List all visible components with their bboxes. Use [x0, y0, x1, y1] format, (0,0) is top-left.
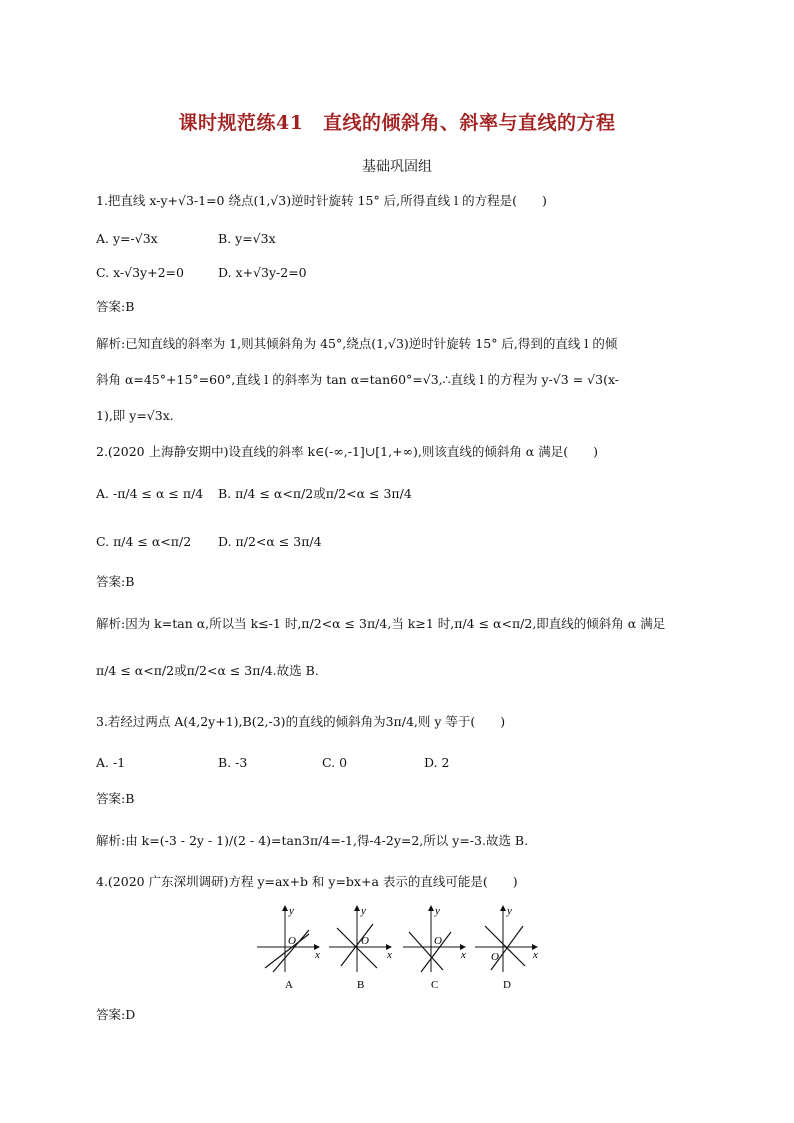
question-2-answer: 答案:B — [96, 574, 135, 589]
question-4-stem: 4.(2020 广东深圳调研)方程 y=ax+b 和 y=bx+a 表示的直线可能是( ) — [96, 874, 518, 889]
figure-c-label: C — [431, 979, 439, 991]
x-axis-label: x — [387, 949, 392, 961]
x-axis-label: x — [315, 949, 320, 961]
question-2-option-b: B. π/4 ≤ α<π/2或π/2<α ≤ 3π/4 — [218, 486, 412, 501]
question-3-analysis: 解析:由 k=(-3 - 2y - 1)/(2 - 4)=tan3π/4=-1,得-4-2y=2,所以 y=-3.故选 B. — [96, 833, 529, 848]
question-1-analysis-line-2: 斜角 α=45°+15°=60°,直线 l 的斜率为 tan α=tan60°=√3,∴直线 l 的方程为 y-√3 = √3(x- — [96, 372, 619, 387]
figure-b-label: B — [357, 979, 365, 991]
y-axis-label: y — [435, 905, 440, 917]
section-subtitle: 基础巩固组 — [362, 159, 432, 175]
question-2-stem: 2.(2020 上海静安期中)设直线的斜率 k∈(-∞,-1]∪[1,+∞),则该直线的倾斜角 α 满足( ) — [96, 444, 598, 459]
question-2-option-c: C. π/4 ≤ α<π/2 — [96, 534, 192, 549]
figure-a — [257, 905, 320, 991]
figure-set — [255, 900, 545, 995]
origin-label: O — [491, 951, 499, 963]
question-1-option-c: C. x-√3y+2=0 — [96, 265, 184, 280]
question-4-figures — [255, 900, 545, 995]
x-axis-label: x — [533, 949, 538, 961]
x-axis-label: x — [461, 949, 466, 961]
question-1-analysis-line-1: 解析:已知直线的斜率为 1,则其倾斜角为 45°,绕点(1,√3)逆时针旋转 15° 后,得到的直线 l 的倾 — [96, 336, 618, 351]
y-axis-label: y — [507, 905, 512, 917]
question-3-stem: 3.若经过两点 A(4,2y+1),B(2,-3)的直线的倾斜角为3π/4,则 y 等于( ) — [96, 714, 506, 729]
origin-label: O — [361, 935, 369, 947]
question-4-answer: 答案:D — [96, 1007, 136, 1022]
y-axis-label: y — [361, 905, 366, 917]
question-1-option-d: D. x+√3y-2=0 — [218, 265, 307, 280]
origin-label: O — [434, 935, 442, 947]
figure-d-label: D — [503, 979, 511, 991]
y-axis-label: y — [289, 905, 294, 917]
figure-b — [329, 905, 392, 991]
question-2-analysis-line-2: π/4 ≤ α<π/2或π/2<α ≤ 3π/4.故选 B. — [96, 663, 319, 678]
origin-label: O — [288, 935, 296, 947]
figure-a-label: A — [285, 979, 293, 991]
question-3-option-c: C. 0 — [322, 755, 348, 770]
question-1-answer: 答案:B — [96, 299, 135, 314]
question-2-option-a: A. -π/4 ≤ α ≤ π/4 — [96, 486, 204, 501]
page-title: 课时规范练41 直线的倾斜角、斜率与直线的方程 — [178, 112, 616, 134]
line-2 — [491, 926, 523, 970]
question-1-analysis-line-3: 1),即 y=√3x. — [96, 408, 174, 423]
question-1-stem: 1.把直线 x-y+√3-1=0 绕点(1,√3)逆时针旋转 15° 后,所得直线 l 的方程是( ) — [96, 193, 547, 208]
question-3-option-b: B. -3 — [218, 755, 248, 770]
question-3-answer: 答案:B — [96, 791, 135, 806]
question-3-option-a: A. -1 — [96, 755, 126, 770]
question-1-option-b: B. y=√3x — [218, 231, 276, 246]
line-1 — [265, 934, 309, 968]
question-2-option-d: D. π/2<α ≤ 3π/4 — [218, 534, 322, 549]
figure-c — [403, 905, 466, 991]
question-3-option-d: D. 2 — [424, 755, 450, 770]
question-1-option-a: A. y=-√3x — [96, 231, 158, 246]
question-2-analysis-line-1: 解析:因为 k=tan α,所以当 k≤-1 时,π/2<α ≤ 3π/4,当 k≥1 时,π/4 ≤ α<π/2,即直线的倾斜角 α 满足 — [96, 616, 666, 631]
figure-d — [475, 905, 538, 991]
